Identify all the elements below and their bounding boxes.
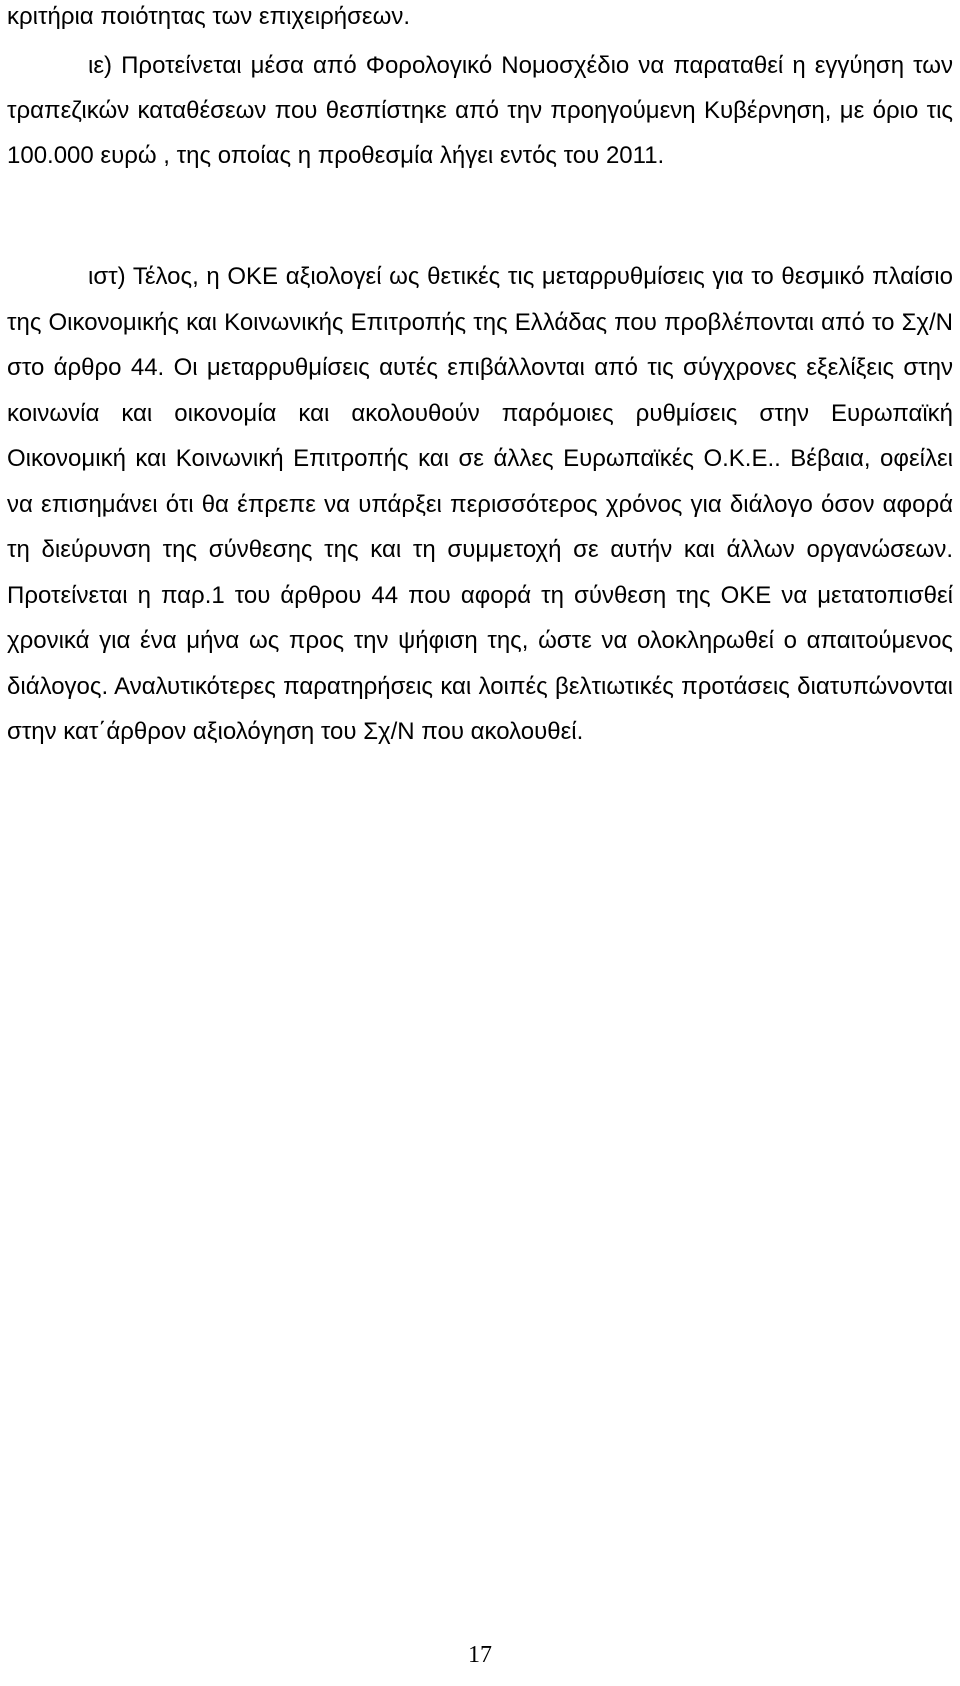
page-number: 17	[468, 1642, 492, 1668]
paragraph-continuation: κριτήρια ποιότητας των επιχειρήσεων.	[7, 3, 411, 30]
paragraph-deposit-guarantee: ιε) Προτείνεται μέσα από Φορολογικό Νομοσχέδιο να παραταθεί η εγγύηση των τραπεζικών καταθέσεων που θεσπίστηκε από την προηγούμενη Κυβέρνηση, με όριο τις 100.000 ευρώ , της οποίας η προθεσμία λήγει εντός του 2011.	[7, 52, 953, 169]
paragraph-oke-reforms: ιστ) Τέλος, η ΟΚΕ αξιολογεί ως θετικές τις μεταρρυθμίσεις για το θεσμικό πλαίσιο της Οικονομικής και Κοινωνικής Επιτροπής της Ελλάδας που προβλέπονται από το Σχ/Ν στο άρθρο 44. Οι μεταρρυθμίσεις αυτές επιβάλλονται από τις σύγχρονες εξελίξεις στην κοινωνία και οικονομία και ακολουθούν παρόμοιες ρυθμίσεις στην Ευρωπαϊκή Οικονομική και Κοινωνική Επιτροπής και σε άλλες Ευρωπαϊκές Ο.Κ.Ε.. Βέβαια, οφείλει να επισημάνει ότι θα έπρεπε να υπάρξει περισσότερος χρόνος για διάλογο όσον αφορά τη διεύρυνση της σύνθεσης της και τη συμμετοχή σε αυτήν και άλλων οργανώσεων. Προτείνεται η παρ.1 του άρθρου 44 που αφορά τη σύνθεση της ΟΚΕ να μετατοπισθεί χρονικά για ένα μήνα ως προς την ψήφιση της, ώστε να ολοκληρωθεί ο απαιτούμενος διάλογος. Αναλυτικότερες παρατηρήσεις και λοιπές βελτιωτικές προτάσεις διατυπώνονται στην κατ΄άρθρον αξιολόγηση του Σχ/Ν που ακολουθεί.	[7, 263, 953, 745]
